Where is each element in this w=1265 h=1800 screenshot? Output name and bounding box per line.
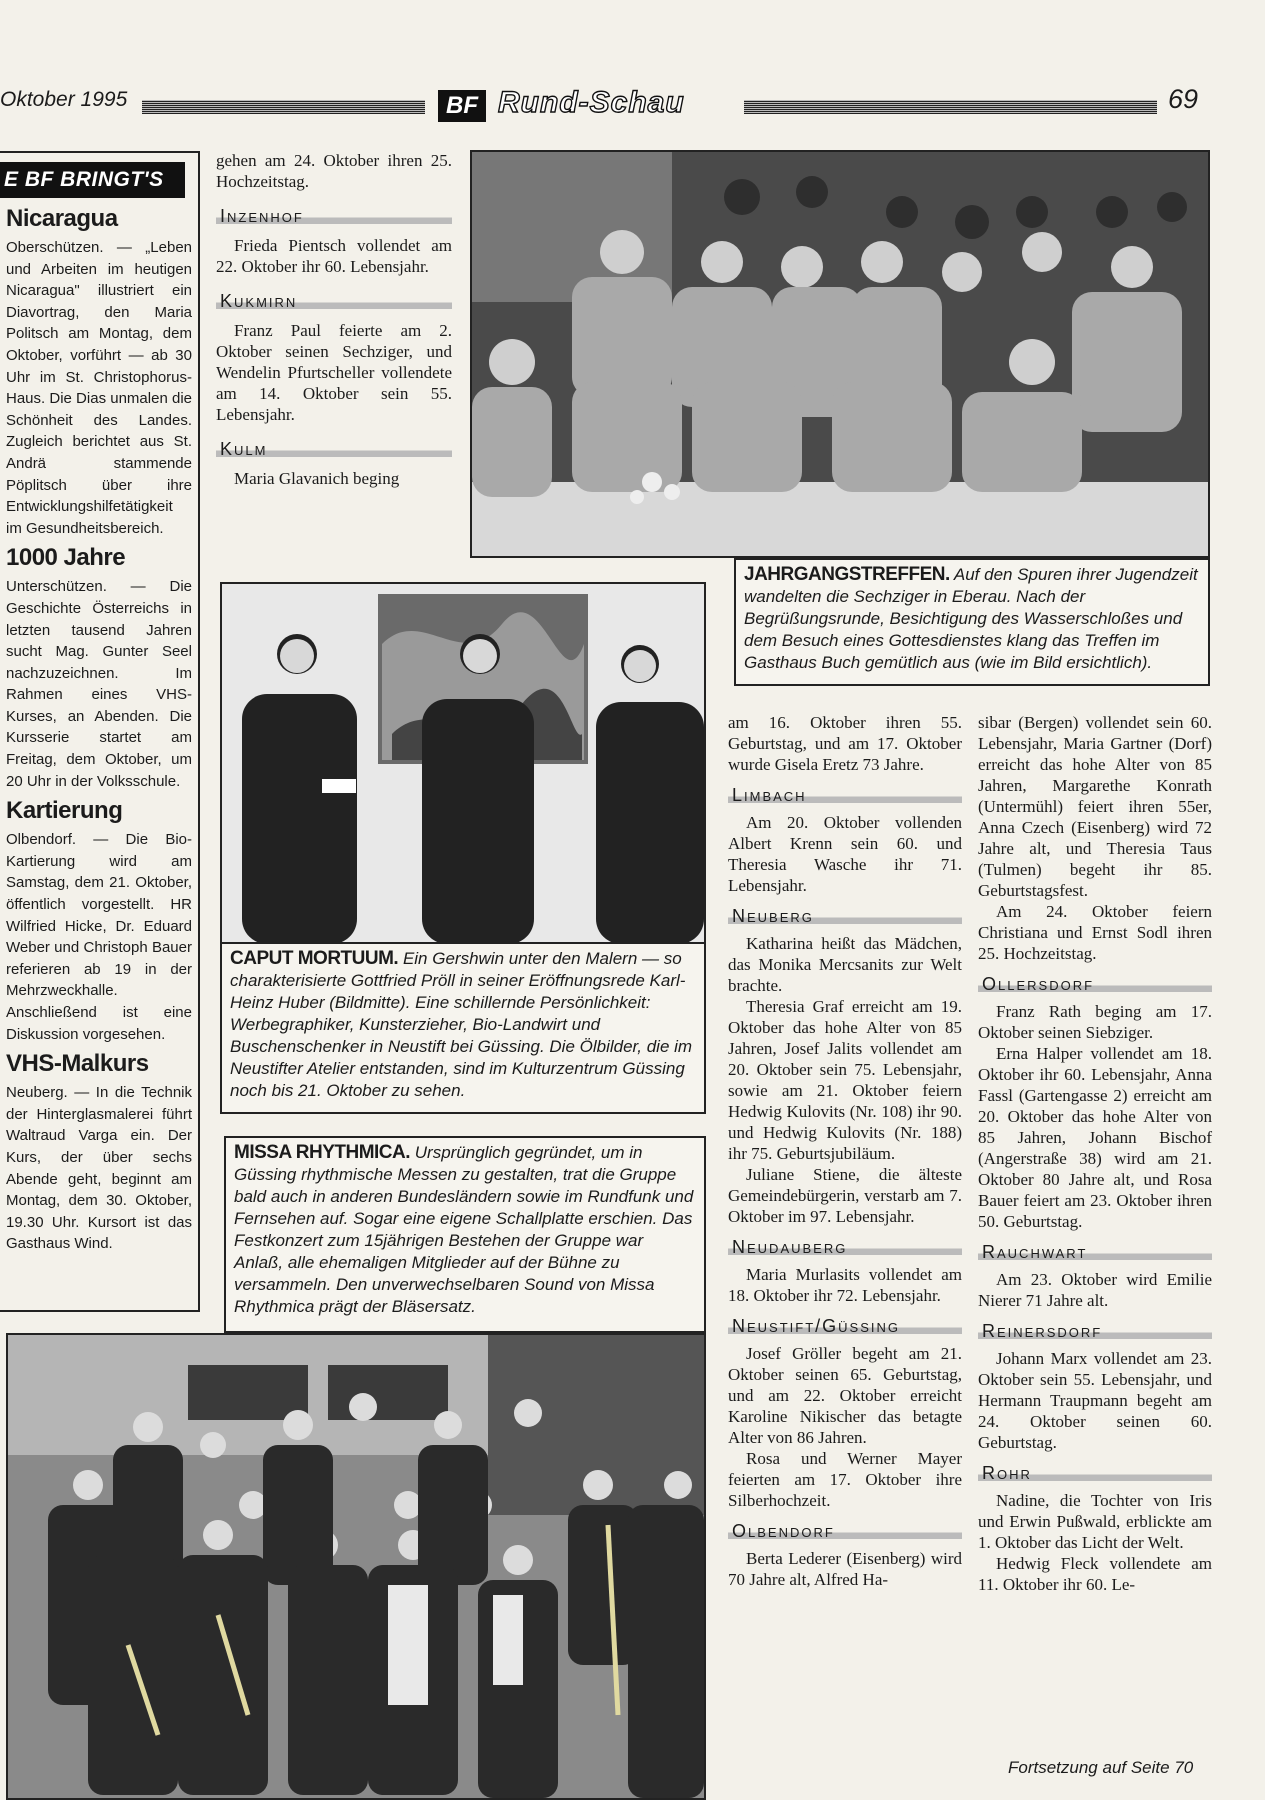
continued-note[interactable]: Fortsetzung auf Seite 70 (1008, 1758, 1194, 1777)
section-heading-reinersdorf: Reinersdorf (978, 1321, 1212, 1342)
section-text-limbach: Am 20. Oktober vollenden Albert Krenn sein 60. und Theresia Wasche ihr 71. Lebensjahr. (728, 813, 962, 895)
caption-jahrgangstreffen-title: JAHRGANGSTREFFEN. (744, 564, 950, 585)
group-photo (470, 150, 1210, 558)
page-number: 69 (1168, 84, 1199, 114)
section-text-olbendorf: Berta Lederer (Eisenberg) wird 70 Jahre alt, Alfred Ha- (728, 1549, 962, 1589)
sidebar-heading-1000-jahre: 1000 Jahre (6, 544, 126, 572)
section-text-rauchwart: Am 23. Oktober wird Emilie Nierer 71 Jahre alt. (978, 1270, 1212, 1310)
section-heading-neustift-guessing: Neustift/Güssing (728, 1316, 962, 1337)
column-3-text (728, 712, 962, 1590)
section-text-inzenhof: Frieda Pientsch vollendet am 22. Oktober ihr 60. Lebensjahr. (216, 236, 452, 276)
section-text-ollersdorf-2: Erna Halper vollendet am 18. Oktober ihr 60. Lebensjahr, Anna Fassl (Gartengasse 2) erreicht am 20. Oktober das hohe Alter von 85 Jahren, Johann Bischof (Angerstraße 38) wird am 21. Oktober 80 Jahre alt, und Rosa Bauer feiert am 23. Oktober ihren 50. Geburtstag. (978, 1044, 1212, 1231)
section-heading-kukmirn: Kukmirn (216, 291, 452, 312)
gallery-photo (220, 582, 706, 946)
section-text-neuberg-2: Theresia Graf erreicht am 19. Oktober das hohe Alter von 85 Jahren, Josef Jalits vollendet am 20. Oktober sein 75. Lebensjahr, sowie am 21. Oktober feiern Hedwig Kulovits (Nr. 108) ihr 90. und Hedwig Kulovits (Nr. 188) ihr 75. Geburtsjubiläum. (728, 997, 962, 1163)
caption-jahrgangstreffen-text: Auf den Spuren ihrer Jugendzeit wandelten die Sechziger in Eberau. Nach der Begrüßungsrunde, Besichtigung des Wasserschloßes und dem Besuch eines Gottesdienstes klang das Treffen im Gasthaus Buch gemütlich aus (wie im Bild ersichtlich). (744, 565, 1198, 672)
section-heading-neudauberg: Neudauberg (728, 1237, 962, 1258)
col3-intro: am 16. Oktober ihren 55. Geburtstag, und am 17. Oktober wurde Gisela Eretz 73 Jahre. (728, 713, 962, 774)
sidebar-text-kartierung: Olbendorf. — Die Bio-Kartierung wird am Samstag, dem 21. Oktober, öffentlich vorgestellt. HR Wilfried Hicke, Dr. Eduard Weber und Christoph Bauer referieren ab 19 in der Mehrzweckhalle. Anschließend ist eine Diskussion vorgesehen. (6, 831, 192, 1043)
section-text-neudauberg: Maria Murlasits vollendet am 18. Oktober ihr 72. Lebensjahr. (728, 1265, 962, 1305)
group-photo-image (472, 152, 1208, 556)
section-heading-neuberg: Neuberg (728, 906, 962, 927)
column-2-text (216, 150, 452, 489)
sidebar-text-nicaragua: Oberschützen. — „Leben und Arbeiten im heutigen Nicaragua" illustriert ein Diavortrag, den Maria Politsch am Montag, dem Oktober, vorführt — ab 30 Uhr im St. Christophorus-Haus. Die Dias unmalen die Schönheit des Landes. Zugleich berichtet aus St. Andrä stammende Pöplitsch über ihre Entwicklungshilfetätigkeit im Gesundheitsbereich. (6, 239, 192, 537)
band-photo-image (8, 1335, 704, 1798)
section-heading-kulm: Kulm (216, 439, 452, 460)
col4-intro-2: Am 24. Oktober feiern Christiana und Ernst Sodl ihren 25. Hochzeitstag. (978, 902, 1212, 963)
logo-title: Rund-Schau (498, 86, 685, 119)
section-text-kulm: Maria Glavanich beging (234, 469, 400, 488)
sidebar-heading-vhs-malkurs: VHS-Malkurs (6, 1050, 149, 1078)
gallery-photo-image (222, 584, 704, 944)
section-text-neustift-1: Josef Gröller begeht am 21. Oktober seinen 65. Geburtstag, und am 22. Oktober erreicht Karoline Nikischer das betagte Alter von 86 Jahren. (728, 1344, 962, 1447)
sidebar-text-vhs-malkurs: Neuberg. — In die Technik der Hinterglasmalerei führt Waltraud Varga ein. Der Kurs, der über sechs Abende geht, beginnt am Montag, dem 30. Oktober, 19.30 Uhr. Kursort ist das Gasthaus Wind. (6, 1084, 192, 1253)
section-text-rohr-1: Nadine, die Tochter von Iris und Erwin Pußwald, erblickte am 1. Oktober das Licht der Welt. (978, 1491, 1212, 1552)
section-heading-olbendorf: Olbendorf (728, 1521, 962, 1542)
sidebar-heading-nicaragua: Nicaragua (6, 205, 118, 232)
section-text-reinersdorf: Johann Marx vollendet am 23. Oktober sein 55. Lebensjahr, und Hermann Traupmann begeht am 24. Oktober seinen 60. Geburtstag. (978, 1349, 1212, 1452)
col4-intro-1: sibar (Bergen) vollendet sein 60. Lebensjahr, Maria Gartner (Dorf) erreicht das hohe Alter von 85 Jahren, Margarethe Konrath (Untermühl) feiert ihren 55er, Anna Czech (Eisenberg) wird 72 Jahre alt, und Theresia Taus (Tulmen) begeht ihr 85. Geburtstagsfest. (978, 713, 1212, 900)
caption-missa-rhythmica-text: Ursprünglich gegründet, um in Güssing rhythmische Messen zu gestalten, trat die Gruppe bald auch in anderen Bundesländern sowie im Rundfunk und Fernsehen auf. Sogar eine eigene Schallplatte erschien. Das Festkonzert zum 15jährigen Bestehen der Gruppe war Anlaß, alle ehemaligen Mitglieder auf der Bühne zu versammeln. Den unverwechselbaren Sound von Missa Rhythmica prägt der Bläsersatz. (234, 1143, 694, 1316)
caption-caput-mortuum (220, 942, 706, 1114)
header-rule-left (142, 100, 425, 114)
issue-date: Oktober 1995 (0, 88, 128, 111)
band-photo (6, 1333, 706, 1800)
section-heading-inzenhof: Inzenhof (216, 206, 452, 227)
section-heading-rohr: Rohr (978, 1463, 1212, 1484)
logo-mark: BF (438, 90, 486, 122)
column-4-text (978, 712, 1212, 1595)
caption-missa-rhythmica (224, 1136, 706, 1333)
section-text-ollersdorf-1: Franz Rath beging am 17. Oktober seinen Siebziger. (978, 1002, 1212, 1042)
section-heading-rauchwart: Rauchwart (978, 1242, 1212, 1263)
section-text-neuberg-3: Juliane Stiene, die älteste Gemeindebürgerin, verstarb am 7. Oktober im 97. Lebensjahr. (728, 1165, 962, 1226)
sidebar-text-1000-jahre: Unterschützen. — Die Geschichte Österreichs in letzten tausend Jahren sucht Mag. Gunter Seel nachzuzeichnen. Im Rahmen eines VHS-Kurses, an Abenden. Die Kursserie startet am Freitag, dem Oktober, um 20 Uhr in der Volksschule. (6, 578, 192, 790)
caption-missa-rhythmica-title: MISSA RHYTHMICA. (234, 1142, 411, 1163)
caption-caput-mortuum-text: Ein Gershwin unter den Malern — so charakterisierte Gottfried Pröll in seiner Eröffnungsrede Karl-Heinz Huber (Bildmitte). Eine schillernde Persönlichkeit: Werbegraphiker, Kunsterzieher, Bio-Landwirt und Buschenschenker in Neustift bei Güssing. Die Ölbilder, die im Neustifter Atelier entstanden, sind im Kulturzentrum Güssing noch bis 21. Oktober zu sehen. (230, 949, 693, 1100)
section-text-kukmirn: Franz Paul feierte am 2. Oktober seinen Sechziger, und Wendelin Pfurtscheller vollendete am 14. Oktober sein 55. Lebensjahr. (216, 321, 452, 424)
caption-caput-mortuum-title: CAPUT MORTUUM. (230, 948, 399, 969)
sidebar-column (6, 200, 192, 1255)
col2-intro: gehen am 24. Oktober ihren 25. Hochzeitstag. (216, 151, 452, 191)
section-text-rohr-2: Hedwig Fleck vollendete am 11. Oktober ihr 60. Le- (978, 1554, 1212, 1594)
sidebar-title: E BF BRINGT'S (0, 162, 185, 198)
header-rule-right (744, 100, 1157, 114)
caption-jahrgangstreffen (734, 558, 1210, 686)
section-heading-ollersdorf: Ollersdorf (978, 974, 1212, 995)
section-text-neuberg-1: Katharina heißt das Mädchen, das Monika Mercsanits zur Welt brachte. (728, 934, 962, 995)
section-text-neustift-2: Rosa und Werner Mayer feierten am 17. Oktober ihre Silberhochzeit. (728, 1449, 962, 1510)
sidebar-heading-kartierung: Kartierung (6, 797, 123, 825)
section-heading-limbach: Limbach (728, 785, 962, 806)
